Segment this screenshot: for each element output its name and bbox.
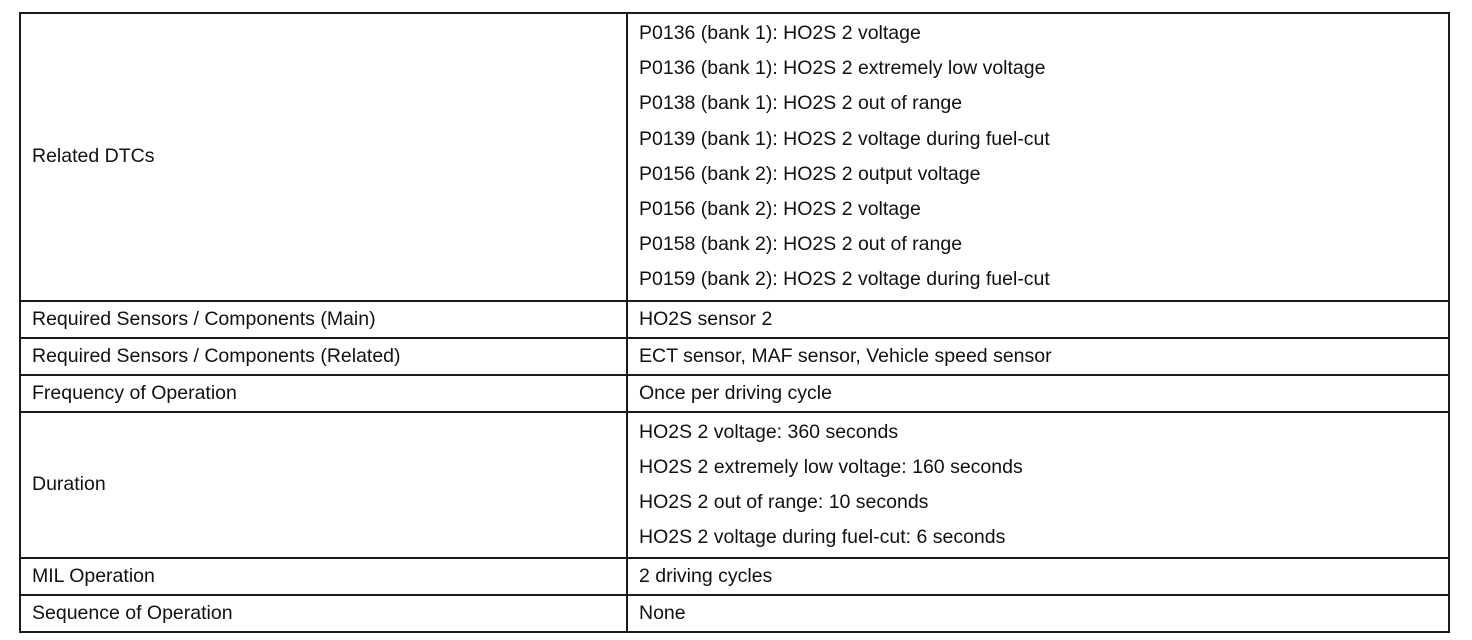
duration-entry: HO2S 2 voltage: 360 seconds (639, 420, 899, 443)
dtc-entry: P0156 (bank 2): HO2S 2 output voltage (639, 162, 981, 185)
row-label: Related DTCs (20, 13, 627, 301)
dtc-entry: P0156 (bank 2): HO2S 2 voltage (639, 197, 921, 220)
table-row-duration (20, 412, 1449, 559)
row-value: None (627, 595, 1449, 632)
table-row-mil-operation (20, 558, 1449, 595)
row-label: Required Sensors / Components (Main) (20, 301, 627, 338)
dtc-entry: P0136 (bank 1): HO2S 2 voltage (639, 22, 921, 44)
dtc-entry: P0136 (bank 1): HO2S 2 extremely low voltage (639, 57, 1046, 80)
row-label: Required Sensors / Components (Related) (20, 338, 627, 375)
duration-entry: HO2S 2 out of range: 10 seconds (639, 490, 929, 513)
row-value-list (627, 13, 1449, 301)
row-label: Sequence of Operation (20, 595, 627, 632)
row-label: MIL Operation (20, 558, 627, 595)
row-label: Duration (20, 412, 627, 559)
dtc-entry: P0138 (bank 1): HO2S 2 out of range (639, 92, 963, 115)
dtc-entry: P0139 (bank 1): HO2S 2 voltage during fuel-cut (639, 127, 1050, 150)
table-row-sequence-of-operation (20, 595, 1449, 632)
specification-sheet (19, 12, 1450, 633)
dtc-entry: P0158 (bank 2): HO2S 2 out of range (639, 233, 963, 256)
row-value: HO2S sensor 2 (627, 301, 1449, 338)
duration-entry: HO2S 2 voltage during fuel-cut: 6 seconds (639, 526, 1006, 549)
dtc-entry: P0159 (bank 2): HO2S 2 voltage during fuel-cut (639, 268, 1050, 291)
table-row-frequency-of-operation (20, 375, 1449, 412)
row-value-list (627, 412, 1449, 559)
row-value: ECT sensor, MAF sensor, Vehicle speed sensor (627, 338, 1449, 375)
duration-entry: HO2S 2 extremely low voltage: 160 seconds (639, 455, 1023, 478)
row-value: Once per driving cycle (627, 375, 1449, 412)
table-row-required-sensors-related (20, 338, 1449, 375)
monitor-specification-table (19, 12, 1450, 633)
table-row-required-sensors-main (20, 301, 1449, 338)
row-label: Frequency of Operation (20, 375, 627, 412)
row-value: 2 driving cycles (627, 558, 1449, 595)
table-row-related-dtcs (20, 13, 1449, 301)
